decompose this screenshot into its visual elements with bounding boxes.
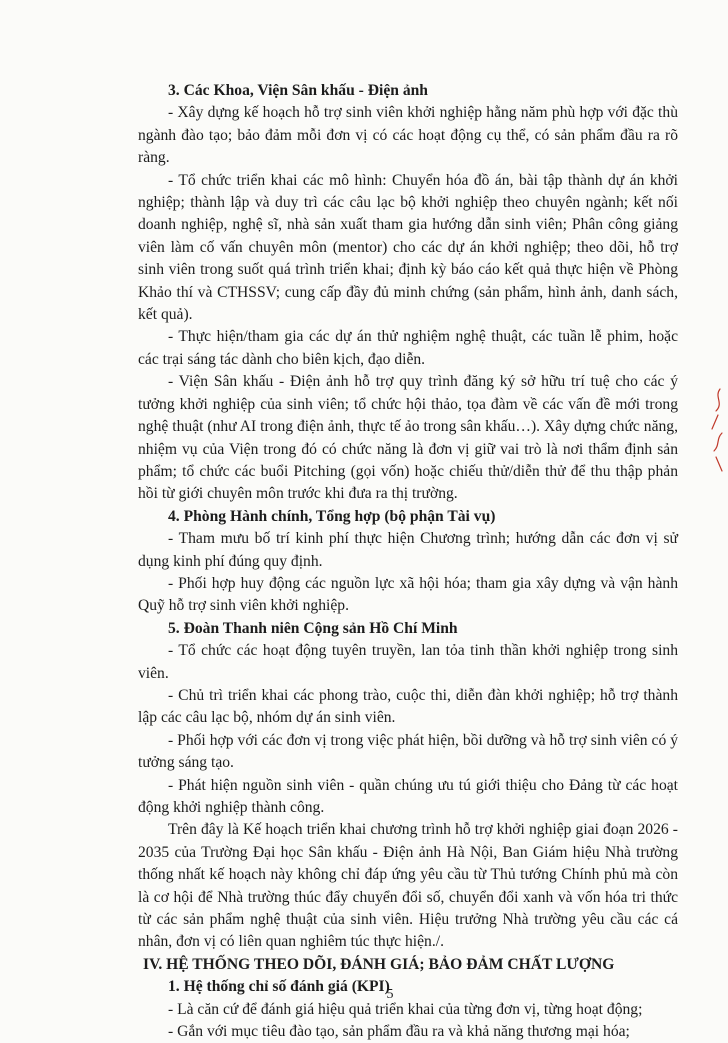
section-5-paragraph-3: - Phối hợp với các đơn vị trong việc phát hiện, bồi dưỡng và hỗ trợ sinh viên có ý tưởng sáng tạo. — [138, 731, 678, 772]
section-3-paragraph-1: - Xây dựng kế hoạch hỗ trợ sinh viên khởi nghiệp hằng năm phù hợp với đặc thù ngành đào tạo; bảo đảm mỗi đơn vị có các hoạt động cụ thể, có sản phẩm đầu ra rõ ràng. — [138, 104, 678, 167]
margin-handwriting-mark — [706, 385, 728, 475]
section-3-heading: 3. Các Khoa, Viện Sân khấu - Điện ảnh — [168, 82, 428, 99]
conclusion-paragraph: Trên đây là Kế hoạch triển khai chương trình hỗ trợ khởi nghiệp giai đoạn 2026 - 2035 của Trường Đại học Sân khấu - Điện ảnh Hà Nội, Ban Giám hiệu Nhà trường thống nhất kế hoạch này không chỉ đáp ứng yêu cầu từ Thủ tướng Chính phủ mà còn là cơ hội để Nhà trường thúc đẩy chuyển đổi số, chuyển đổi xanh và vốn hóa tri thức từ các sản phẩm nghệ thuật của sinh viên. Hiệu trưởng Nhà trường yêu cầu các cá nhân, đơn vị có liên quan nghiêm túc thực hiện./. — [138, 821, 678, 951]
section-iv-1-heading: 1. Hệ thống chỉ số đánh giá (KPI) — [168, 978, 390, 996]
section-iv-heading: IV. HỆ THỐNG THEO DÕI, ĐÁNH GIÁ; BẢO ĐẢM CHẤT LƯỢNG — [143, 955, 615, 973]
section-5-paragraph-2: - Chủ trì triển khai các phong trào, cuộc thi, diễn đàn khởi nghiệp; hỗ trợ thành lập các câu lạc bộ, nhóm dự án sinh viên. — [138, 686, 678, 727]
document-body — [138, 80, 678, 1043]
section-4-paragraph-2: - Phối hợp huy động các nguồn lực xã hội hóa; tham gia xây dựng và vận hành Quỹ hỗ trợ sinh viên khởi nghiệp. — [138, 574, 678, 615]
section-5-heading: 5. Đoàn Thanh niên Cộng sản Hồ Chí Minh — [168, 619, 458, 637]
section-4-heading: 4. Phòng Hành chính, Tổng hợp (bộ phận Tài vụ) — [168, 507, 496, 525]
section-3-paragraph-2: - Tổ chức triển khai các mô hình: Chuyển hóa đồ án, bài tập thành dự án khởi nghiệp; thành lập và duy trì các câu lạc bộ khởi nghiệp theo chuyên ngành; kết nối doanh nghiệp, nghệ sĩ, nhà sản xuất tham gia hướng dẫn sinh viên; Phân công giảng viên làm cố vấn chuyên môn (mentor) cho các dự án khởi nghiệp; theo dõi, hỗ trợ sinh viên trong suốt quá trình triển khai; định kỳ báo cáo kết quả thực hiện về Phòng Khảo thí và CTHSSV; cung cấp đầy đủ minh chứng (sản phẩm, hình ảnh, danh sách, kết quả). — [138, 171, 678, 324]
page-number: 5 — [386, 987, 394, 1002]
kpi-item-1: - Là căn cứ để đánh giá hiệu quả triển khai của từng đơn vị, từng hoạt động; — [168, 1000, 643, 1018]
section-3-paragraph-4: - Viện Sân khấu - Điện ảnh hỗ trợ quy trình đăng ký sở hữu trí tuệ cho các ý tưởng khởi nghiệp của sinh viên; tổ chức hội thảo, tọa đàm về các vấn đề mới trong nghệ thuật (như AI trong điện ảnh, thực tế ảo trong sân khấu…). Xây dựng chức năng, nhiệm vụ của Viện trong đó có chức năng là đơn vị giữ vai trò là nơi thẩm định sản phẩm; tổ chức các buổi Pitching (gọi vốn) hoặc chiếu thử/diễn thử để thu thập phản hồi từ giới chuyên môn trước khi đưa ra thị trường. — [138, 373, 678, 503]
section-5-paragraph-4: - Phát hiện nguồn sinh viên - quần chúng ưu tú giới thiệu cho Đảng từ các hoạt động khởi nghiệp thành công. — [138, 776, 678, 816]
section-3-paragraph-3: - Thực hiện/tham gia các dự án thử nghiệm nghệ thuật, các tuần lễ phim, hoặc các trại sáng tác dành cho biên kịch, đạo diễn. — [138, 328, 678, 368]
section-5-paragraph-1: - Tổ chức các hoạt động tuyên truyền, lan tỏa tinh thần khởi nghiệp trong sinh viên. — [138, 642, 678, 682]
kpi-item-2: - Gắn với mục tiêu đào tạo, sản phẩm đầu ra và khả năng thương mại hóa; — [168, 1023, 630, 1041]
section-4-paragraph-1: - Tham mưu bố trí kinh phí thực hiện Chương trình; hướng dẫn các đơn vị sử dụng kinh phí đúng quy định. — [138, 530, 678, 570]
